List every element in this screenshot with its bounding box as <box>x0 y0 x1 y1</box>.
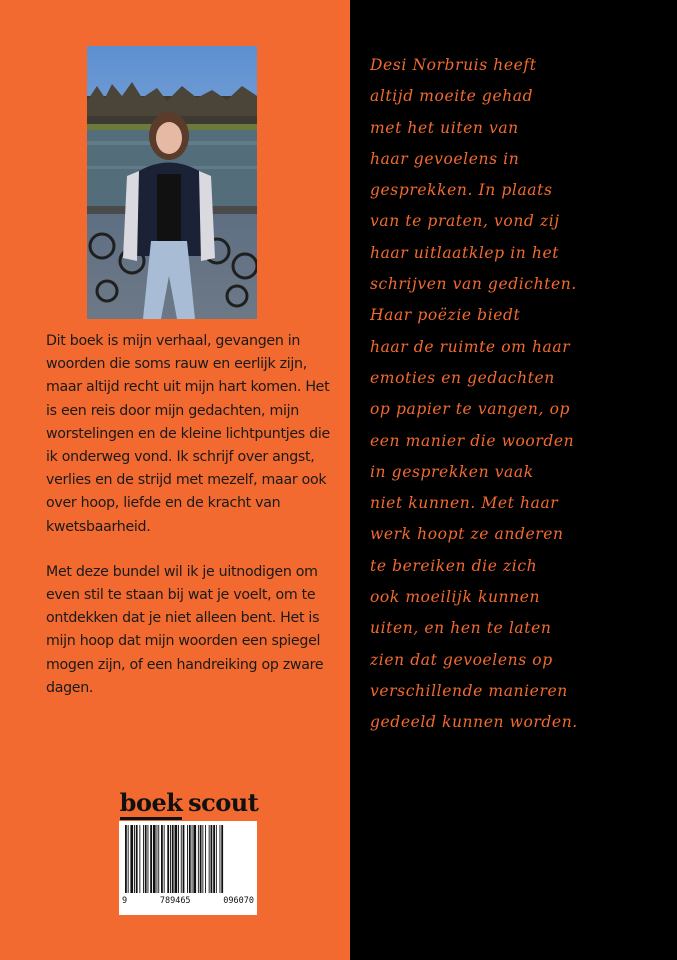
barcode-bar <box>170 825 171 893</box>
barcode-bar <box>139 825 140 893</box>
bio-line: een manier die woorden <box>370 431 575 450</box>
barcode-bar <box>145 825 147 893</box>
blurb-paragraph-2: Met deze bundel wil ik je uitnodigen om even stil te staan bij wat je voelt, om te ontdekken dat je niet alleen bent. Het is mijn hoop dat mijn woorden een spiegel mogen zijn, of een handreiking op zware dagen. <box>46 563 324 696</box>
bio-line: haar uitlaatklep in het <box>370 243 560 262</box>
barcode-bar <box>136 825 138 893</box>
barcode-bar <box>148 825 149 893</box>
barcode-bar <box>192 825 193 893</box>
bio-line: schrijven van gedichten. <box>370 275 577 294</box>
publisher-logo <box>119 788 259 817</box>
barcode-bar <box>189 825 191 893</box>
barcode-bar <box>213 825 215 893</box>
barcode-bar <box>178 825 179 893</box>
barcode-bar <box>205 825 206 893</box>
barcode-bar <box>187 825 188 893</box>
barcode-bar <box>167 825 169 893</box>
barcode-bar <box>216 825 217 893</box>
barcode-bar <box>220 825 221 893</box>
bio-line: Desi Norbruis heeft <box>370 56 537 74</box>
barcode-bars <box>123 825 253 895</box>
barcode-group-2: 096070 <box>223 896 254 906</box>
barcode-bar <box>125 825 127 893</box>
barcode-bar <box>198 825 199 893</box>
bio-line: emoties en gedachten <box>370 368 555 387</box>
author-bio <box>370 50 630 739</box>
publisher-logo-part2: scout <box>188 788 259 817</box>
barcode-group-1: 789465 <box>159 896 191 906</box>
barcode-bar <box>153 825 156 893</box>
bio-line: niet kunnen. Met haar <box>370 494 559 513</box>
bio-line: uiten, en hen te laten <box>370 619 552 638</box>
bio-line: haar de ruimte om haar <box>370 337 571 356</box>
bio-line: te bereiken die zich <box>370 556 538 575</box>
bio-line: gesprekken. In plaats <box>370 181 553 200</box>
bio-line: zien dat gevoelens op <box>370 650 553 669</box>
barcode-bar <box>134 825 135 893</box>
barcode-bar <box>221 825 223 893</box>
bio-line: ook moeilijk kunnen <box>370 588 541 607</box>
isbn-barcode <box>119 821 257 915</box>
bio-line: op papier te vangen, op <box>370 400 571 419</box>
bio-line: van te praten, vond zij <box>370 212 560 231</box>
bio-line: Haar poëzie biedt <box>370 306 521 325</box>
barcode-bar <box>209 825 210 893</box>
publisher-logo-separator: · <box>182 792 189 813</box>
barcode-bar <box>150 825 152 893</box>
barcode-bar <box>200 825 202 893</box>
bio-line: in gesprekken vaak <box>370 462 534 481</box>
barcode-bar <box>158 825 159 893</box>
barcode-first-digit: 9 <box>122 896 128 906</box>
bio-line: altijd moeite gehad <box>370 87 534 106</box>
barcode-bar <box>157 825 158 893</box>
publisher-logo-part1: boek <box>120 788 183 820</box>
bio-line: met het uiten van <box>370 118 519 137</box>
barcode-bar <box>181 825 182 893</box>
barcode-bar <box>175 825 178 893</box>
barcode-bar <box>183 825 185 893</box>
barcode-bar <box>172 825 174 893</box>
blurb-paragraph-1: Dit boek is mijn verhaal, gevangen in woorden die soms rauw en eerlijk zijn, maar altijd recht uit mijn hart komen. Het is een reis door mijn gedachten, mijn worstelingen en de kleine lichtpuntjes die ik onderweg vond. Ik schrijf over angst, verlies en de strijd met mezelf, maar ook over hoop, liefde en de kracht van kwetsbaarheid. <box>46 333 330 535</box>
barcode-bar <box>211 825 213 893</box>
bio-line: haar gevoelens in <box>370 149 520 168</box>
barcode-bar <box>202 825 203 893</box>
bio-line: werk hoopt ze anderen <box>370 525 564 544</box>
barcode-bar <box>161 825 163 893</box>
bio-line: gedeeld kunnen worden. <box>370 713 578 732</box>
barcode-bar <box>193 825 196 893</box>
blurb-text <box>46 330 338 722</box>
author-photo <box>87 46 257 319</box>
barcode-bar <box>164 825 165 893</box>
bio-line: verschillende manieren <box>370 681 568 700</box>
barcode-bar <box>143 825 144 893</box>
barcode-bar <box>130 825 133 893</box>
barcode-bar <box>128 825 129 893</box>
